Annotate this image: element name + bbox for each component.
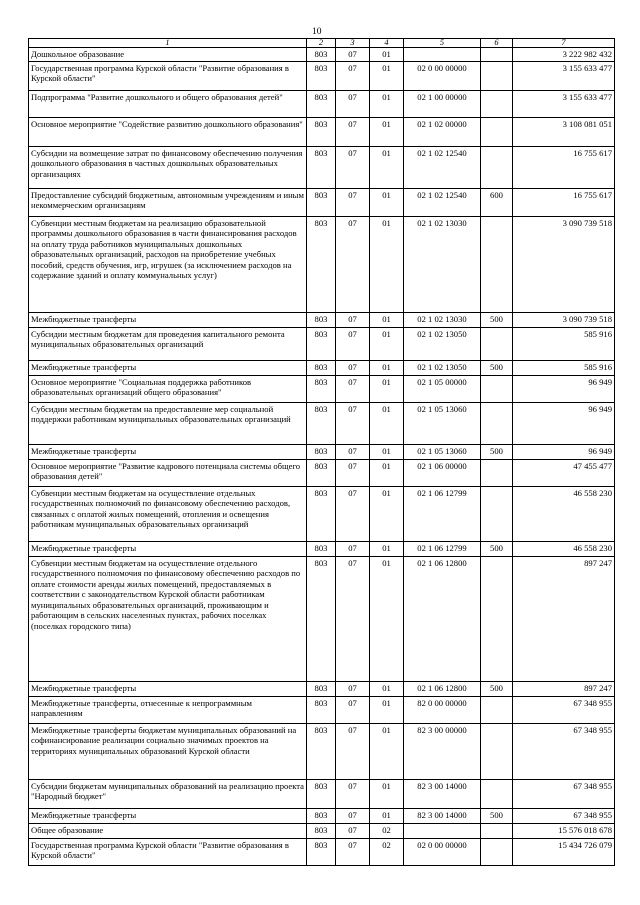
table-row (29, 541, 615, 556)
cell-amount: 96 949 (513, 444, 615, 459)
cell-code-4: 01 (370, 681, 404, 696)
cell-code-6 (481, 216, 513, 312)
cell-amount: 897 247 (513, 681, 615, 696)
table-row (29, 327, 615, 360)
cell-code-2: 803 (307, 48, 336, 61)
cell-code-3: 07 (336, 823, 370, 838)
cell-code-2: 803 (307, 360, 336, 375)
cell-code-2: 803 (307, 402, 336, 444)
table-row (29, 486, 615, 541)
cell-code-5: 02 1 06 12799 (404, 486, 481, 541)
cell-code-2: 803 (307, 823, 336, 838)
cell-name: Государственная программа Курской области "Развитие образования в Курской области" (29, 838, 307, 865)
cell-code-3: 07 (336, 723, 370, 779)
cell-code-6 (481, 556, 513, 681)
table-row (29, 61, 615, 90)
cell-name: Основное мероприятие "Социальная поддержка работников образовательных организаций общего образования" (29, 375, 307, 402)
cell-code-6: 600 (481, 188, 513, 216)
column-header: 1 (29, 39, 307, 48)
cell-name: Межбюджетные трансферты (29, 808, 307, 823)
cell-name: Субсидии местным бюджетам для проведения капитального ремонта муниципальных образовательных организаций (29, 327, 307, 360)
table-body (29, 48, 615, 865)
page-number: 10 (312, 27, 322, 37)
table-row (29, 779, 615, 808)
cell-code-6 (481, 838, 513, 865)
table-row (29, 723, 615, 779)
cell-name: Общее образование (29, 823, 307, 838)
cell-code-2: 803 (307, 146, 336, 188)
cell-code-5: 02 1 06 00000 (404, 459, 481, 486)
cell-code-2: 803 (307, 696, 336, 723)
cell-code-2: 803 (307, 723, 336, 779)
cell-code-5: 82 3 00 14000 (404, 779, 481, 808)
cell-code-3: 07 (336, 402, 370, 444)
cell-code-5: 82 0 00 00000 (404, 696, 481, 723)
cell-code-3: 07 (336, 360, 370, 375)
table-row (29, 146, 615, 188)
cell-code-4: 01 (370, 444, 404, 459)
cell-amount: 3 155 633 477 (513, 90, 615, 117)
cell-name: Субсидии местным бюджетам на предоставление мер социальной поддержки работникам муниципальных образовательных организаций (29, 402, 307, 444)
column-header: 5 (404, 39, 481, 48)
cell-code-2: 803 (307, 486, 336, 541)
cell-code-2: 803 (307, 117, 336, 146)
cell-code-6: 500 (481, 312, 513, 327)
cell-code-3: 07 (336, 90, 370, 117)
cell-amount: 3 090 739 518 (513, 312, 615, 327)
cell-code-3: 07 (336, 838, 370, 865)
cell-code-4: 01 (370, 117, 404, 146)
table-row (29, 188, 615, 216)
cell-code-3: 07 (336, 188, 370, 216)
cell-code-2: 803 (307, 681, 336, 696)
table-row (29, 696, 615, 723)
cell-code-5: 02 1 02 13030 (404, 312, 481, 327)
cell-code-6: 500 (481, 360, 513, 375)
cell-name: Подпрограмма "Развитие дошкольного и общего образования детей" (29, 90, 307, 117)
table-row (29, 681, 615, 696)
cell-code-4: 01 (370, 146, 404, 188)
column-header: 4 (370, 39, 404, 48)
cell-name: Субсидии на возмещение затрат по финансовому обеспечению получения дошкольного образования в частных дошкольных образовательных организациях (29, 146, 307, 188)
cell-name: Межбюджетные трансферты (29, 444, 307, 459)
column-header: 7 (513, 39, 615, 48)
cell-code-4: 01 (370, 486, 404, 541)
cell-code-6 (481, 402, 513, 444)
cell-code-5: 02 1 06 12800 (404, 681, 481, 696)
cell-name: Межбюджетные трансферты бюджетам муниципальных образований на софинансирование реализации социально значимых проектов на территориях муниципальных образований Курской области (29, 723, 307, 779)
cell-code-6 (481, 90, 513, 117)
column-header: 2 (307, 39, 336, 48)
cell-code-3: 07 (336, 808, 370, 823)
cell-code-6 (481, 146, 513, 188)
cell-name: Дошкольное образование (29, 48, 307, 61)
cell-code-3: 07 (336, 216, 370, 312)
cell-code-6 (481, 696, 513, 723)
cell-code-6 (481, 48, 513, 61)
cell-code-2: 803 (307, 90, 336, 117)
cell-code-4: 01 (370, 375, 404, 402)
cell-amount: 67 348 955 (513, 723, 615, 779)
cell-code-2: 803 (307, 556, 336, 681)
cell-code-4: 02 (370, 823, 404, 838)
cell-amount: 897 247 (513, 556, 615, 681)
cell-code-3: 07 (336, 486, 370, 541)
cell-code-6 (481, 459, 513, 486)
cell-code-3: 07 (336, 327, 370, 360)
cell-code-4: 01 (370, 541, 404, 556)
table-row (29, 117, 615, 146)
cell-name: Субсидии бюджетам муниципальных образований на реализацию проекта "Народный бюджет" (29, 779, 307, 808)
cell-code-6: 500 (481, 808, 513, 823)
cell-code-6 (481, 375, 513, 402)
table-row (29, 375, 615, 402)
cell-name: Межбюджетные трансферты (29, 360, 307, 375)
cell-code-6 (481, 327, 513, 360)
cell-amount: 46 558 230 (513, 541, 615, 556)
cell-code-2: 803 (307, 312, 336, 327)
column-number-row (29, 39, 615, 48)
cell-code-5: 82 3 00 00000 (404, 723, 481, 779)
cell-code-4: 01 (370, 723, 404, 779)
table-row (29, 459, 615, 486)
cell-code-3: 07 (336, 375, 370, 402)
cell-code-5: 02 0 00 00000 (404, 61, 481, 90)
cell-code-6 (481, 486, 513, 541)
cell-code-4: 01 (370, 61, 404, 90)
column-header: 3 (336, 39, 370, 48)
cell-code-4: 01 (370, 402, 404, 444)
cell-code-4: 01 (370, 779, 404, 808)
cell-amount: 96 949 (513, 375, 615, 402)
cell-code-5: 02 1 06 12800 (404, 556, 481, 681)
cell-code-5: 02 1 02 12540 (404, 146, 481, 188)
cell-code-5: 02 1 00 00000 (404, 90, 481, 117)
cell-name: Субвенции местным бюджетам на осуществление отдельного государственного полномочия по финансовому обеспечению расходов по оплате стоимости аренды жилых помещений, предоставляемых в соответствии с законодательством Курской области работникам муниципальных образовательных организаций, проживающим и работающим в сельских населенных пунктах, рабочих поселках (поселках городского типа) (29, 556, 307, 681)
cell-code-6 (481, 61, 513, 90)
cell-code-5 (404, 48, 481, 61)
cell-code-4: 01 (370, 556, 404, 681)
cell-code-5: 02 1 02 13050 (404, 327, 481, 360)
cell-amount: 585 916 (513, 360, 615, 375)
cell-amount: 16 755 617 (513, 146, 615, 188)
cell-code-5: 02 1 05 13060 (404, 444, 481, 459)
cell-code-3: 07 (336, 541, 370, 556)
cell-code-2: 803 (307, 375, 336, 402)
cell-code-4: 01 (370, 90, 404, 117)
cell-amount: 67 348 955 (513, 808, 615, 823)
cell-amount: 96 949 (513, 402, 615, 444)
cell-code-2: 803 (307, 808, 336, 823)
cell-code-2: 803 (307, 541, 336, 556)
cell-code-5: 02 1 02 12540 (404, 188, 481, 216)
cell-amount: 46 558 230 (513, 486, 615, 541)
cell-name: Межбюджетные трансферты (29, 312, 307, 327)
cell-code-6: 500 (481, 444, 513, 459)
cell-code-3: 07 (336, 117, 370, 146)
cell-code-2: 803 (307, 838, 336, 865)
cell-code-4: 01 (370, 808, 404, 823)
cell-code-6: 500 (481, 541, 513, 556)
cell-code-5: 82 3 00 14000 (404, 808, 481, 823)
cell-code-2: 803 (307, 188, 336, 216)
cell-code-6 (481, 723, 513, 779)
cell-code-5: 02 1 05 00000 (404, 375, 481, 402)
cell-code-6 (481, 823, 513, 838)
table-row (29, 808, 615, 823)
cell-amount: 3 108 081 051 (513, 117, 615, 146)
cell-code-5 (404, 823, 481, 838)
cell-code-4: 02 (370, 838, 404, 865)
cell-amount: 3 090 739 518 (513, 216, 615, 312)
budget-table (28, 38, 615, 866)
cell-code-4: 01 (370, 312, 404, 327)
table-row (29, 216, 615, 312)
table-row (29, 360, 615, 375)
column-header: 6 (481, 39, 513, 48)
table-row (29, 90, 615, 117)
cell-code-4: 01 (370, 696, 404, 723)
cell-code-3: 07 (336, 146, 370, 188)
cell-amount: 16 755 617 (513, 188, 615, 216)
cell-code-3: 07 (336, 696, 370, 723)
table-row (29, 402, 615, 444)
cell-code-4: 01 (370, 327, 404, 360)
cell-code-5: 02 1 06 12799 (404, 541, 481, 556)
cell-name: Предоставление субсидий бюджетным, автономным учреждениям и иным некоммерческим организациям (29, 188, 307, 216)
cell-code-2: 803 (307, 61, 336, 90)
cell-amount: 585 916 (513, 327, 615, 360)
table-row (29, 48, 615, 61)
cell-name: Межбюджетные трансферты (29, 541, 307, 556)
cell-code-4: 01 (370, 360, 404, 375)
cell-code-2: 803 (307, 444, 336, 459)
cell-amount: 47 455 477 (513, 459, 615, 486)
cell-code-5: 02 1 02 13050 (404, 360, 481, 375)
cell-name: Межбюджетные трансферты, отнесенные к непрограммным направлениям (29, 696, 307, 723)
cell-amount: 15 576 018 678 (513, 823, 615, 838)
cell-code-4: 01 (370, 459, 404, 486)
cell-name: Субвенции местным бюджетам на осуществление отдельных государственных полномочий по финансовому обеспечению расходов, связанных с оплатой жилых помещений, отопления и освещения работникам муниципальных образовательных организаций (29, 486, 307, 541)
cell-code-4: 01 (370, 188, 404, 216)
cell-code-3: 07 (336, 779, 370, 808)
cell-code-3: 07 (336, 681, 370, 696)
cell-amount: 67 348 955 (513, 779, 615, 808)
table-row (29, 556, 615, 681)
cell-code-5: 02 1 02 13030 (404, 216, 481, 312)
cell-name: Основное мероприятие "Развитие кадрового потенциала системы общего образования детей" (29, 459, 307, 486)
cell-code-3: 07 (336, 48, 370, 61)
cell-amount: 3 155 633 477 (513, 61, 615, 90)
table-row (29, 838, 615, 865)
cell-code-4: 01 (370, 48, 404, 61)
cell-name: Межбюджетные трансферты (29, 681, 307, 696)
cell-code-6 (481, 779, 513, 808)
cell-name: Основное мероприятие "Содействие развитию дошкольного образования" (29, 117, 307, 146)
cell-code-6: 500 (481, 681, 513, 696)
cell-code-3: 07 (336, 312, 370, 327)
cell-amount: 67 348 955 (513, 696, 615, 723)
cell-code-4: 01 (370, 216, 404, 312)
cell-amount: 15 434 726 079 (513, 838, 615, 865)
cell-code-2: 803 (307, 779, 336, 808)
cell-code-2: 803 (307, 216, 336, 312)
cell-name: Государственная программа Курской области "Развитие образования в Курской области" (29, 61, 307, 90)
cell-code-3: 07 (336, 61, 370, 90)
table-row (29, 823, 615, 838)
cell-code-6 (481, 117, 513, 146)
cell-code-5: 02 1 02 00000 (404, 117, 481, 146)
table-row (29, 312, 615, 327)
cell-code-3: 07 (336, 459, 370, 486)
cell-amount: 3 222 982 432 (513, 48, 615, 61)
cell-code-5: 02 1 05 13060 (404, 402, 481, 444)
cell-code-2: 803 (307, 327, 336, 360)
table-row (29, 444, 615, 459)
cell-code-5: 02 0 00 00000 (404, 838, 481, 865)
cell-code-2: 803 (307, 459, 336, 486)
cell-name: Субвенции местным бюджетам на реализацию образовательной программы дошкольного образования в части финансирования расходов на оплату труда работников муниципальных дошкольных образовательных организаций, расходов на приобретение учебных пособий, средств обучения, игр, игрушек (за исключением расходов на содержание зданий и оплату коммунальных услуг) (29, 216, 307, 312)
cell-code-3: 07 (336, 556, 370, 681)
cell-code-3: 07 (336, 444, 370, 459)
